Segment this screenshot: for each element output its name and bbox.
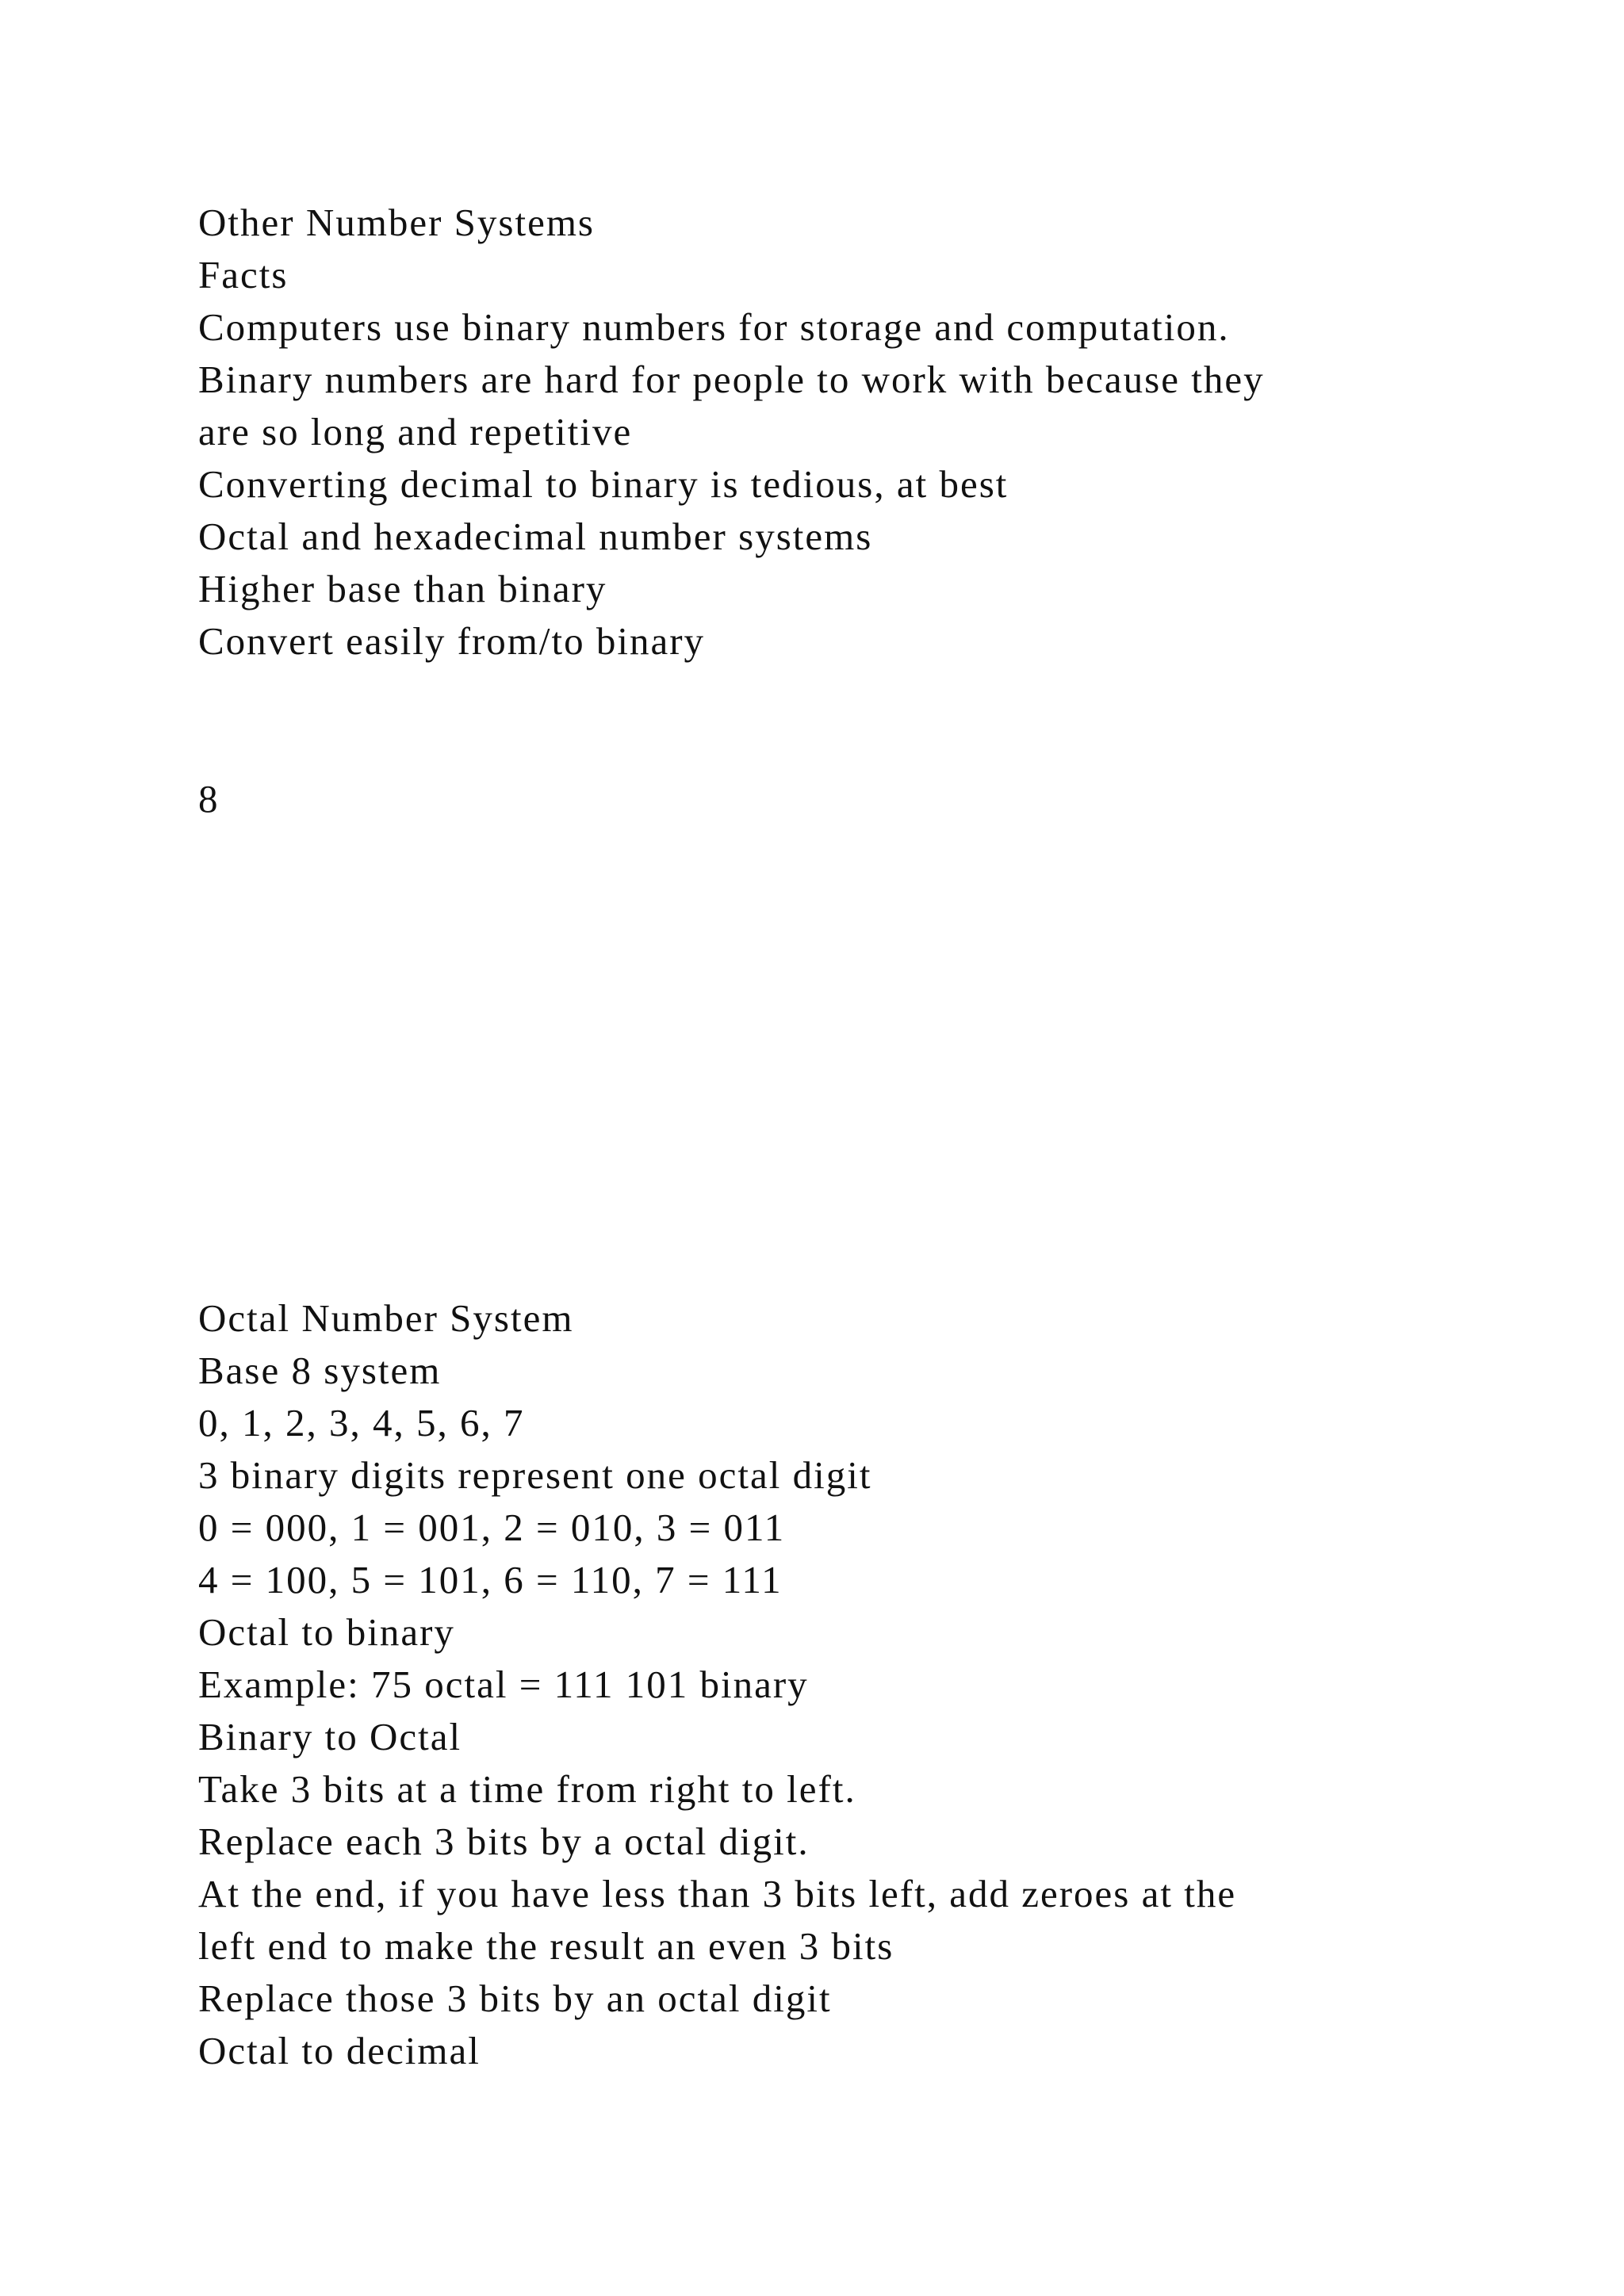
section-title: Octal Number System — [198, 1296, 574, 1340]
text-line: At the end, if you have less than 3 bits left, add zeroes at the — [198, 1872, 1237, 1915]
text-line: 3 binary digits represent one octal digit — [198, 1453, 872, 1497]
text-line: left end to make the result an even 3 bits — [198, 1924, 894, 1968]
text-line: 4 = 100, 5 = 101, 6 = 110, 7 = 111 — [198, 1558, 783, 1601]
text-line: Replace each 3 bits by a octal digit. — [198, 1820, 810, 1863]
text-line: Higher base than binary — [198, 567, 607, 610]
slide-number — [198, 773, 1435, 825]
section-title: Other Number Systems — [198, 201, 595, 244]
text-line: Replace those 3 bits by an octal digit — [198, 1976, 832, 2020]
octal-section — [198, 1292, 1435, 2077]
text-line: 0, 1, 2, 3, 4, 5, 6, 7 — [198, 1401, 525, 1445]
text-line: Binary to Octal — [198, 1715, 462, 1758]
text-line: Octal to binary — [198, 1610, 455, 1654]
facts-section — [198, 197, 1435, 668]
text-line: Binary numbers are hard for people to work with because they — [198, 358, 1265, 401]
text-line: Facts — [198, 253, 289, 297]
text-line: Example: 75 octal = 111 101 binary — [198, 1663, 809, 1706]
text-line: are so long and repetitive — [198, 410, 633, 453]
text-line: 0 = 000, 1 = 001, 2 = 010, 3 = 011 — [198, 1506, 786, 1549]
text-line: Octal to decimal — [198, 2029, 481, 2072]
text-line: Convert easily from/to binary — [198, 619, 706, 663]
text-line: Take 3 bits at a time from right to left. — [198, 1767, 856, 1811]
text-line: Computers use binary numbers for storage and computation. — [198, 305, 1230, 349]
text-line: Converting decimal to binary is tedious, at best — [198, 462, 1009, 506]
text-line: Base 8 system — [198, 1349, 442, 1392]
text-line: Octal and hexadecimal number systems — [198, 515, 873, 558]
slide-number-text: 8 — [198, 777, 220, 821]
